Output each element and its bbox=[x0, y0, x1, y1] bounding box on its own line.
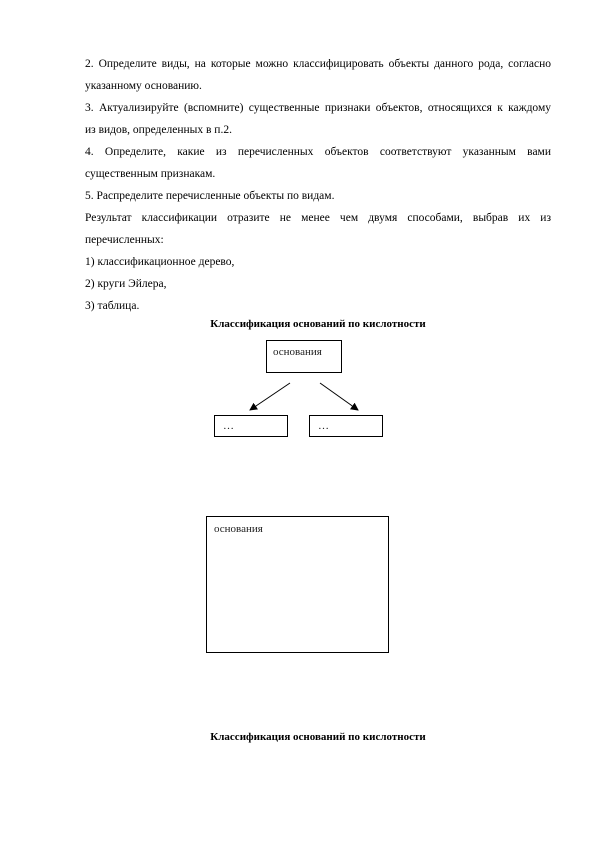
result-line1: Результат классификации отразите не менее чем двумя способами, выбрав их из bbox=[85, 212, 551, 224]
option-tree: 1) классификационное дерево, bbox=[85, 256, 235, 268]
step3-line1: 3. Актуализируйте (вспомните) существенные признаки объектов, относящихся к каждому bbox=[85, 102, 551, 114]
step4-line1: 4. Определите, какие из перечисленных объектов соответствуют указанным вами bbox=[85, 146, 551, 158]
tree-root-label: основания bbox=[273, 346, 322, 358]
step2-line1: 2. Определите виды, на которые можно классифицировать объекты данного рода, согласно bbox=[85, 58, 551, 70]
option-table: 3) таблица. bbox=[85, 300, 140, 312]
tree-caption: Классификация оснований по кислотности bbox=[210, 318, 426, 330]
tree-child-box-right bbox=[309, 415, 383, 437]
tree-arrow-left bbox=[250, 383, 290, 410]
tree-child-label-right: … bbox=[318, 420, 329, 432]
result-line2: перечисленных: bbox=[85, 234, 164, 246]
euler-frame bbox=[206, 516, 389, 653]
tree-arrow-right bbox=[320, 383, 358, 410]
step5-line: 5. Распределите перечисленные объекты по видам. bbox=[85, 190, 335, 202]
tree-child-box-left bbox=[214, 415, 288, 437]
tree-child-label-left: … bbox=[223, 420, 234, 432]
table-caption: Классификация оснований по кислотности bbox=[210, 731, 426, 743]
step3-line2: из видов, определенных в п.2. bbox=[85, 124, 232, 136]
step4-line2: существенным признакам. bbox=[85, 168, 216, 180]
option-euler: 2) круги Эйлера, bbox=[85, 278, 167, 290]
euler-frame-label: основания bbox=[214, 523, 263, 535]
step2-line2: указанному основанию. bbox=[85, 80, 202, 92]
